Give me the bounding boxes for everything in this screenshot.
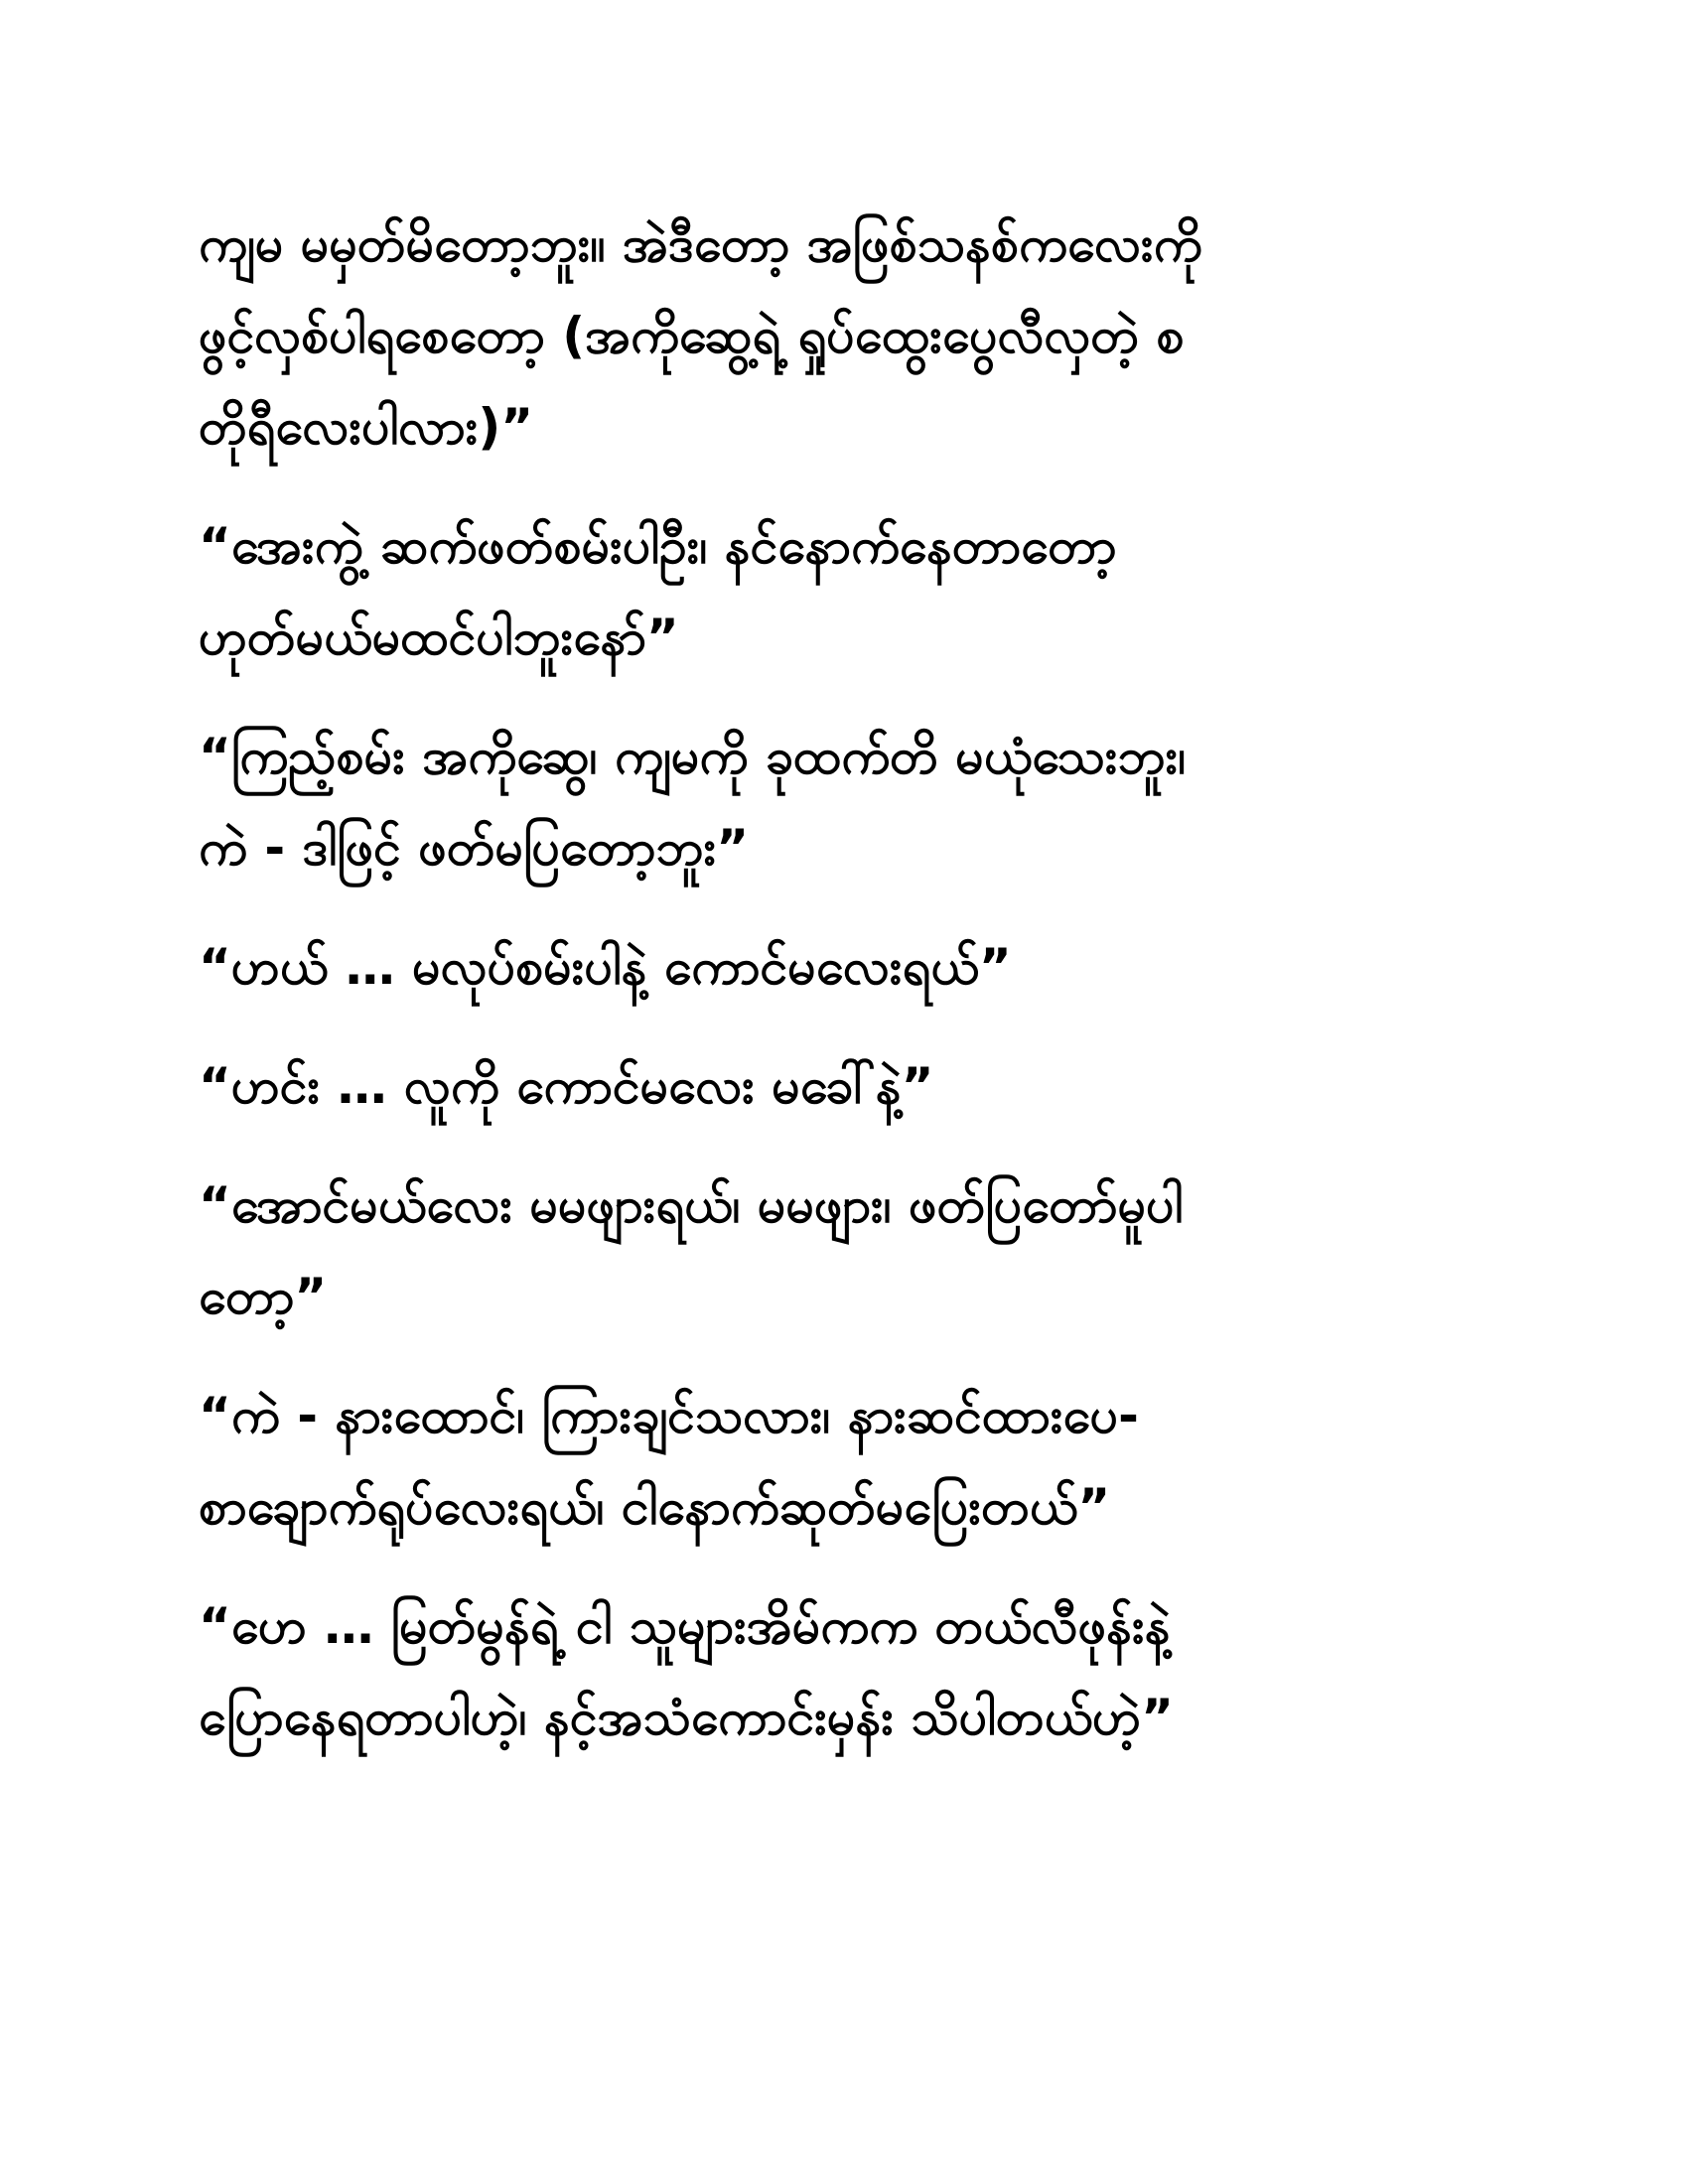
paragraph-7: “ကဲ - နားထောင်၊ ကြားချင်သလား၊ နားဆင်ထားပေ- စာချောက်ရုပ်လေးရယ်၊ ငါနောက်ဆုတ်မပြေးတယ်” — [199, 1387, 1139, 1536]
story-text — [199, 199, 1479, 1791]
paragraph-2: “အေးကွဲ့ ဆက်ဖတ်စမ်းပါဦး၊ နင်နောက်နေတာတော့ ဟုတ်မယ်မထင်ပါဘူးနော်” — [199, 517, 1117, 666]
paragraph-3: “ကြည့်စမ်း အကိုဆွေ၊ ကျမကို ခုထက်တိ မယုံသေးဘူး၊ ကဲ - ဒါဖြင့် ဖတ်မပြတော့ဘူး” — [199, 728, 1187, 877]
paragraph-6: “အောင်မယ်လေး မမဖျားရယ်၊ မမဖျား၊ ဖတ်ပြတော်မူပါ တော့” — [199, 1176, 1184, 1325]
paragraph-5: “ဟင်း … လူကို ကောင်မလေး မခေါ်နဲ့” — [199, 1057, 934, 1115]
paragraph-4: “ဟယ် … မလုပ်စမ်းပါနဲ့ ကောင်မလေးရယ်” — [199, 938, 1012, 996]
paragraph-8: “ဟေ … မြတ်မွန်ရဲ့ ငါ သူများအိမ်ကက တယ်လီဖုန်းနဲ့ ပြောနေရတာပါဟဲ့၊ နင့်အသံကောင်းမှန်း သိပါတယ်ဟဲ့” — [199, 1597, 1174, 1746]
paragraph-1: ကျမ မမှတ်မိတော့ဘူး။ အဲဒီတော့ အဖြစ်သနစ်ကလေးကို ဖွင့်လှစ်ပါရစေတော့ (အကိုဆွေ့ရဲ့ ရှုပ်ထွေးပွေလီလှတဲ့ စ တိုရီလေးပါလား)” — [199, 215, 1202, 456]
